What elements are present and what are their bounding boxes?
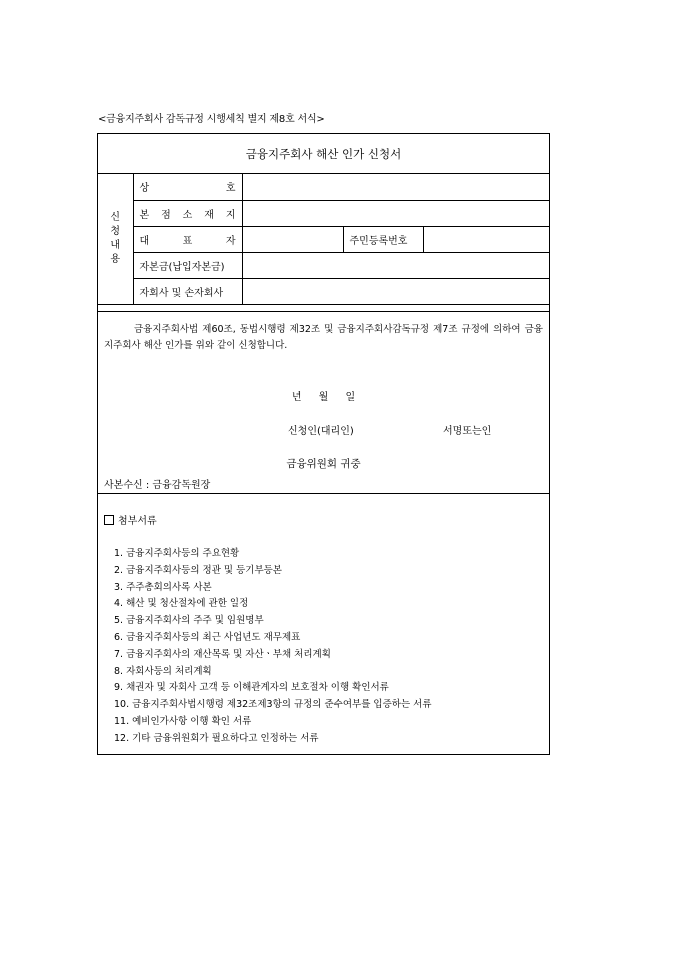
- resident-number-label: 주민등록번호: [343, 226, 423, 252]
- list-item: 2. 금융지주회사등의 정관 및 등기부등본: [114, 564, 282, 576]
- signature-label: 서명또는인: [443, 426, 492, 437]
- list-item: 3. 주주총회의사록 사본: [114, 581, 212, 593]
- table-row: [98, 200, 549, 226]
- recipient: 금융위원회 귀중: [286, 458, 361, 470]
- representative-label: 대 표 자: [133, 226, 242, 252]
- declaration-text: 금융지주회사법 제60조, 동법시행령 제32조 및 금융지주회사감독규정 제7조 규정에 의하여 금융지주회사 해산 인가를 위와 같이 신청합니다.: [104, 324, 543, 351]
- list-item: 9. 채권자 및 자회사 고객 등 이해관계자의 보호절차 이행 확인서류: [114, 682, 389, 694]
- list-item: 12. 기타 금융위원회가 필요하다고 인정하는 서류: [114, 732, 319, 744]
- list-item: 6. 금융지주회사등의 최근 사업년도 재무제표: [114, 631, 301, 643]
- applicant-group-label: 신 청 내 용: [98, 174, 133, 304]
- attachments-header: 첨부서류: [104, 512, 157, 527]
- table-row: [98, 278, 549, 304]
- checkbox-icon: [104, 515, 114, 525]
- attachments-list: [114, 546, 432, 748]
- head-office-field[interactable]: [242, 200, 549, 226]
- list-item: 10. 금융지주회사법시행령 제32조제3항의 규정의 준수여부를 입증하는 서류: [114, 699, 432, 711]
- list-item: 1. 금융지주회사등의 주요현황: [114, 548, 240, 559]
- list-item: 7. 금융지주회사의 재산목록 및 자산ㆍ부채 처리계획: [114, 648, 331, 660]
- table-row: [98, 174, 549, 200]
- table-row: [98, 226, 549, 252]
- subsidiaries-field[interactable]: [242, 278, 549, 304]
- list-item: 4. 해산 및 청산절차에 관한 일정: [114, 598, 249, 610]
- date-line: 년 월 일: [291, 392, 356, 403]
- application-form: [97, 133, 550, 755]
- form-caption: <금융지주회사 감독규정 시행세칙 별지 제8호 서식>: [98, 114, 325, 125]
- form-title: 금융지주회사 해산 인가 신청서: [98, 134, 549, 174]
- list-item: 8. 자회사등의 처리계획: [114, 665, 212, 677]
- resident-number-field[interactable]: [423, 226, 549, 252]
- declaration-section: [98, 311, 549, 494]
- company-name-field[interactable]: [242, 174, 549, 200]
- head-office-label: 본 점 소 재 지: [133, 200, 242, 226]
- representative-field[interactable]: [242, 226, 343, 252]
- applicant-label: 신청인(대리인): [288, 426, 354, 437]
- company-name-label: 상 호: [133, 174, 242, 200]
- list-item: 5. 금융지주회사의 주주 및 임원명부: [114, 615, 264, 627]
- applicant-info-table: [98, 174, 549, 305]
- copy-recipient: 사본수신 : 금융감독원장: [104, 480, 211, 491]
- capital-label: 자본금(납입자본금): [133, 252, 242, 278]
- table-row: [98, 252, 549, 278]
- list-item: 11. 예비인가사항 이행 확인 서류: [114, 715, 252, 727]
- subsidiaries-label: 자회사 및 손자회사: [133, 278, 242, 304]
- capital-field[interactable]: [242, 252, 549, 278]
